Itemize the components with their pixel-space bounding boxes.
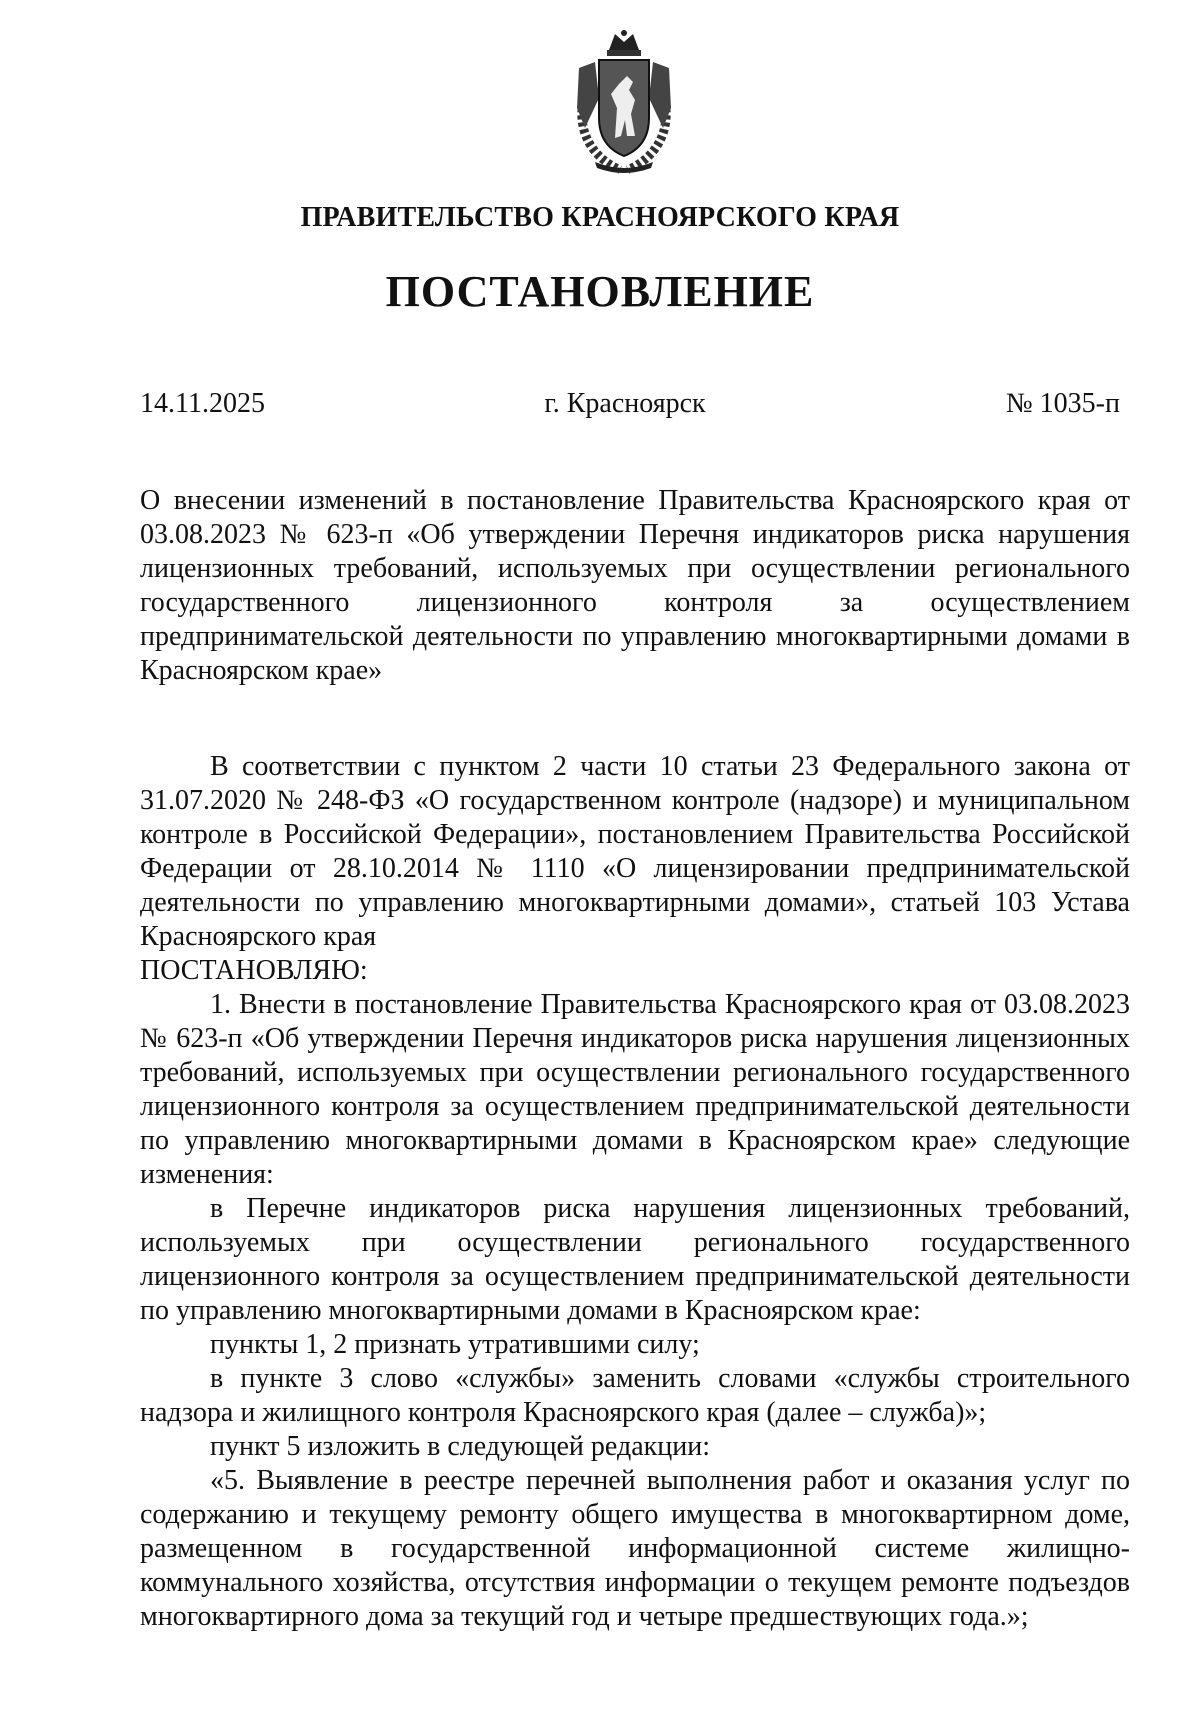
organization-name: ПРАВИТЕЛЬСТВО КРАСНОЯРСКОГО КРАЯ	[300, 202, 900, 233]
decree-word: ПОСТАНОВЛЯЮ:	[140, 955, 368, 986]
item-5-new-text-paragraph: «5. Выявление в реестре перечней выполнения работ и оказания услуг по содержанию и текущему ремонту общего имущества в многоквартирном доме, размещенном в государственной информационной системе жилищно-коммунального хозяйства, отсутствия информации о текущем ремонте подъездов многоквартирного дома за текущий год и четыре предшествующих года.»;	[140, 1465, 1130, 1632]
preamble-paragraph: В соответствии с пунктом 2 части 10 статьи 23 Федерального закона от 31.07.2020 № 248-ФЗ «О государственном контроле (надзоре) и муниципальном контроле в Российской Федерации», постановлением Правительства Российской Федерации от 28.10.2014 № 1110 «О лицензировании предпринимательской деятельности по управлению многоквартирными домами», статьей 103 Устава Красноярского края	[140, 751, 1130, 952]
document-body	[140, 750, 1130, 1634]
item-1-restate-paragraph: пункт 5 изложить в следующей редакции:	[210, 1431, 710, 1462]
document-subject: О внесении изменений в постановление Правительства Красноярского края от 03.08.2023 № 623-п «Об утверждении Перечня индикаторов риска нарушения лицензионных требований, используемых при осуществлении регионального государственного лицензионного контроля за осуществлением предпринимательской деятельности по управлению многоквартирными домами в Красноярском крае»	[140, 485, 1130, 686]
item-1-paragraph: 1. Внести в постановление Правительства Красноярского края от 03.08.2023 № 623-п «Об утверждении Перечня индикаторов риска нарушения лицензионных требований, используемых при осуществлении регионального государственного лицензионного контроля за осуществлением предпринимательской деятельности по управлению многоквартирными домами в Красноярском крае» следующие изменения:	[140, 989, 1130, 1190]
item-1-replace-paragraph: в пункте 3 слово «службы» заменить словами «службы строительного надзора и жилищного контроля Красноярского края (далее – служба)»;	[140, 1363, 1130, 1428]
document-type: ПОСТАНОВЛЕНИЕ	[385, 267, 815, 316]
document-date: 14.11.2025	[140, 388, 265, 419]
item-1-list-paragraph: в Перечне индикаторов риска нарушения лицензионных требований, используемых при осуществлении регионального государственного лицензионного контроля за осуществлением предпринимательской деятельности по управлению многоквартирными домами в Красноярском крае:	[140, 1193, 1130, 1326]
coat-of-arms-icon	[565, 28, 683, 176]
document-city: г. Красноярск	[544, 388, 706, 419]
item-1-repeal-paragraph: пункты 1, 2 признать утратившими силу;	[210, 1329, 700, 1360]
document-number: № 1035-п	[1005, 388, 1120, 419]
